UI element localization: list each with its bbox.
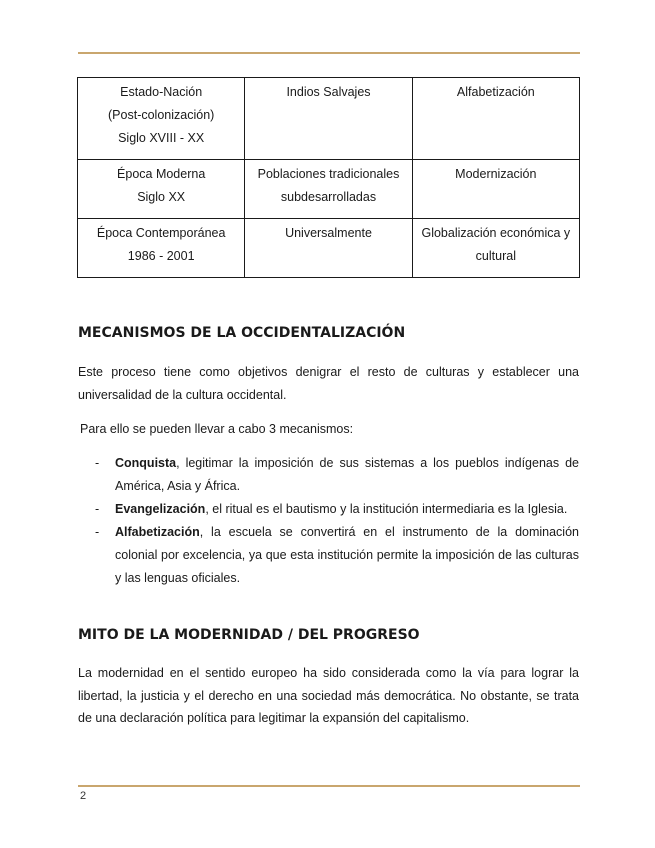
table-row bbox=[78, 219, 580, 278]
page-number: 2 bbox=[80, 790, 87, 802]
table-row bbox=[78, 160, 580, 219]
section-heading-mito: MITO DE LA MODERNIDAD / DEL PROGRESO bbox=[78, 627, 420, 643]
table-cell: Época Moderna Siglo XX bbox=[78, 160, 245, 219]
list-item-term: Evangelización bbox=[115, 502, 206, 516]
intro-paragraph: Este proceso tiene como objetivos denigrar el resto de culturas y establecer una universalidad de la cultura occidental. bbox=[78, 365, 579, 402]
table-cell: Estado-Nación (Post-colonización) Siglo XVIII - XX bbox=[78, 78, 245, 160]
section-heading-mecanismos: MECANISMOS DE LA OCCIDENTALIZACIÓN bbox=[78, 325, 406, 341]
table-cell: Época Contemporánea 1986 - 2001 bbox=[78, 219, 245, 278]
table-cell: Poblaciones tradicionales subdesarrolladas bbox=[245, 160, 412, 219]
list-item: - Evangelización, el ritual es el bautismo y la institución intermediaria es la Iglesia. bbox=[95, 502, 568, 516]
list-item-term: Conquista bbox=[115, 456, 177, 470]
table-cell: Alfabetización bbox=[412, 78, 579, 160]
table-cell: Modernización bbox=[412, 160, 579, 219]
list-item: - Conquista, legitimar la imposición de sus sistemas a los pueblos indígenas de América, Asia y África. bbox=[95, 456, 579, 493]
list-item-term: Alfabetización bbox=[115, 525, 200, 539]
table-cell: Globalización económica y cultural bbox=[412, 219, 579, 278]
table-cell: Indios Salvajes bbox=[245, 78, 412, 160]
list-item: - Alfabetización, la escuela se convertirá en el instrumento de la dominación colonial por excelencia, ya que esta institución permite la imposición de las culturas y las lenguas oficiales. bbox=[95, 525, 579, 585]
history-table bbox=[77, 77, 580, 278]
mechanisms-list bbox=[78, 452, 579, 590]
lead-paragraph: Para ello se pueden llevar a cabo 3 mecanismos: bbox=[80, 422, 354, 436]
table-row bbox=[78, 78, 580, 160]
list-item-text: , legitimar la imposición de sus sistemas a los pueblos indígenas de América, Asia y África. bbox=[115, 456, 579, 493]
table-cell: Universalmente bbox=[245, 219, 412, 278]
footer-rule bbox=[78, 785, 580, 787]
list-item-text: , la escuela se convertirá en el instrumento de la dominación colonial por excelencia, ya que esta institución permite la imposición de las culturas y las lenguas oficiales. bbox=[115, 525, 579, 585]
modernity-paragraph: La modernidad en el sentido europeo ha sido considerada como la vía para lograr la libertad, la justicia y el derecho en una sociedad más democrática. No obstante, se trata de una declaración política para legitimar la expansión del capitalismo. bbox=[78, 666, 579, 725]
header-rule bbox=[78, 52, 580, 54]
list-item-text: , el ritual es el bautismo y la institución intermediaria es la Iglesia. bbox=[205, 502, 568, 516]
